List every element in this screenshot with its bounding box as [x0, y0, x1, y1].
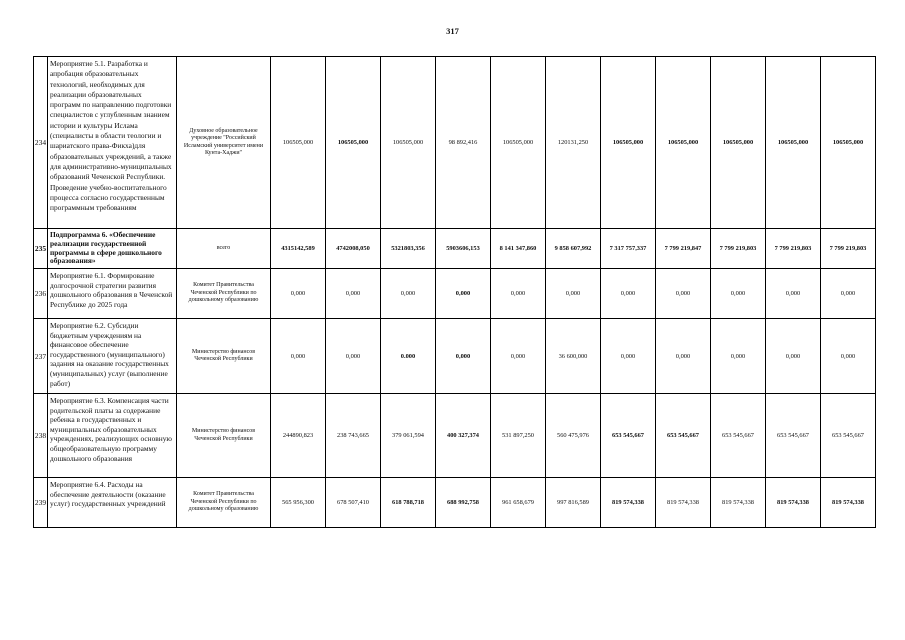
value-cell: 0,000 — [381, 269, 436, 319]
value-cell: 0,000 — [711, 269, 766, 319]
row-description: Подпрограмма 6. «Обеспечение реализации государственной программы в сфере дошкольного образования» — [48, 229, 177, 269]
value-cell: 0,000 — [326, 269, 381, 319]
value-cell: 7 799 219,803 — [766, 229, 821, 269]
row-number: 235 — [34, 229, 48, 269]
value-cell: 560 475,976 — [546, 394, 601, 478]
value-cell: 106505,000 — [326, 57, 381, 229]
value-cell: 653 545,667 — [601, 394, 656, 478]
value-cell: 0,000 — [711, 319, 766, 394]
value-cell: 0,000 — [491, 269, 546, 319]
value-cell: 0,000 — [821, 269, 876, 319]
value-cell: 0,000 — [271, 269, 326, 319]
value-cell: 0,000 — [656, 319, 711, 394]
value-cell: 7 317 757,337 — [601, 229, 656, 269]
value-cell: 120131,250 — [546, 57, 601, 229]
value-cell: 8 141 347,860 — [491, 229, 546, 269]
row-description: Мероприятие 5.1. Разработка и апробация образовательных технологий, необходимых для реализации образовательных программ по направлению подготовки специалистов с углубленным знанием истории и культуры Ислама (специалисты в области теологии и шариатского права-Фикха)для образовательных учреждений, а также для административно-муниципальных образований Чеченской Республики. Проведение учебно-воспитательного процесса согласно государственным программным требованиям — [48, 57, 177, 229]
value-cell: 653 545,667 — [656, 394, 711, 478]
table-row — [34, 229, 876, 269]
value-cell: 0,000 — [271, 319, 326, 394]
row-executor: всего — [177, 229, 271, 269]
value-cell: 653 545,667 — [821, 394, 876, 478]
page-number: 317 — [446, 26, 459, 36]
value-cell: 7 799 219,803 — [711, 229, 766, 269]
value-cell: 238 743,665 — [326, 394, 381, 478]
value-cell: 0,000 — [601, 269, 656, 319]
value-cell: 106505,000 — [821, 57, 876, 229]
value-cell: 0,000 — [436, 319, 491, 394]
value-cell: 9 858 607,992 — [546, 229, 601, 269]
value-cell: 7 799 219,847 — [656, 229, 711, 269]
row-executor: Духовное образовательное учреждение "Российский Исламский университет имени Кунта-Хаджи" — [177, 57, 271, 229]
value-cell: 565 956,300 — [271, 478, 326, 528]
value-cell: 0,000 — [546, 269, 601, 319]
value-cell: 0,000 — [821, 319, 876, 394]
value-cell: 106505,000 — [381, 57, 436, 229]
row-number: 236 — [34, 269, 48, 319]
value-cell: 819 574,338 — [821, 478, 876, 528]
row-number: 237 — [34, 319, 48, 394]
value-cell: 653 545,667 — [766, 394, 821, 478]
row-description: Мероприятие 6.2. Субсидии бюджетным учреждениям на финансовое обеспечение государственного (муниципального) задания на оказание государственных (муниципальных) услуг (выполнение работ) — [48, 319, 177, 394]
value-cell: 0,000 — [436, 269, 491, 319]
value-cell: 0.000 — [381, 319, 436, 394]
value-cell: 4315142,589 — [271, 229, 326, 269]
value-cell: 819 574,338 — [766, 478, 821, 528]
value-cell: 379 061,594 — [381, 394, 436, 478]
row-executor: Министерство финансов Чеченской Республики — [177, 319, 271, 394]
table-row — [34, 269, 876, 319]
value-cell: 819 574,338 — [656, 478, 711, 528]
value-cell: 0,000 — [766, 319, 821, 394]
value-cell: 0,000 — [326, 319, 381, 394]
value-cell: 819 574,338 — [711, 478, 766, 528]
table-row — [34, 394, 876, 478]
table-row — [34, 478, 876, 528]
value-cell: 0,000 — [766, 269, 821, 319]
value-cell: 98 892,416 — [436, 57, 491, 229]
budget-table — [33, 56, 876, 528]
value-cell: 531 897,250 — [491, 394, 546, 478]
row-description: Мероприятие 6.1. Формирование долгосрочной стратегии развития дошкольного образования в Чеченской Республике до 2025 года — [48, 269, 177, 319]
row-description: Мероприятие 6.4. Расходы на обеспечение деятельности (оказание услуг) государственных учреждений — [48, 478, 177, 528]
row-number: 238 — [34, 394, 48, 478]
value-cell: 244890,823 — [271, 394, 326, 478]
value-cell: 106505,000 — [766, 57, 821, 229]
value-cell: 400 327,374 — [436, 394, 491, 478]
value-cell: 0,000 — [656, 269, 711, 319]
value-cell: 106505,000 — [711, 57, 766, 229]
row-executor: Комитет Правительства Чеченской Республики по дошкольному образованию — [177, 269, 271, 319]
value-cell: 106505,000 — [491, 57, 546, 229]
value-cell: 688 992,758 — [436, 478, 491, 528]
value-cell: 5321803,356 — [381, 229, 436, 269]
value-cell: 819 574,338 — [601, 478, 656, 528]
value-cell: 997 816,589 — [546, 478, 601, 528]
value-cell: 106505,000 — [601, 57, 656, 229]
row-executor: Министерство финансов Чеченской Республики — [177, 394, 271, 478]
value-cell: 7 799 219,803 — [821, 229, 876, 269]
value-cell: 4742008,050 — [326, 229, 381, 269]
row-description: Мероприятие 6.3. Компенсация части родительской платы за содержание ребенка в государственных и муниципальных образовательных учреждениях, реализующих основную общеобразовательную программу дошкольного образования — [48, 394, 177, 478]
value-cell: 618 788,718 — [381, 478, 436, 528]
value-cell: 961 658,679 — [491, 478, 546, 528]
value-cell: 653 545,667 — [711, 394, 766, 478]
row-number: 239 — [34, 478, 48, 528]
row-number: 234 — [34, 57, 48, 229]
value-cell: 5903606,153 — [436, 229, 491, 269]
row-executor: Комитет Правительства Чеченской Республики по дошкольному образованию — [177, 478, 271, 528]
table-body — [34, 57, 876, 528]
value-cell: 106505,000 — [656, 57, 711, 229]
table-row — [34, 57, 876, 229]
value-cell: 678 507,410 — [326, 478, 381, 528]
table-row — [34, 319, 876, 394]
value-cell: 36 600,000 — [546, 319, 601, 394]
value-cell: 106505,000 — [271, 57, 326, 229]
value-cell: 0,000 — [601, 319, 656, 394]
value-cell: 0,000 — [491, 319, 546, 394]
